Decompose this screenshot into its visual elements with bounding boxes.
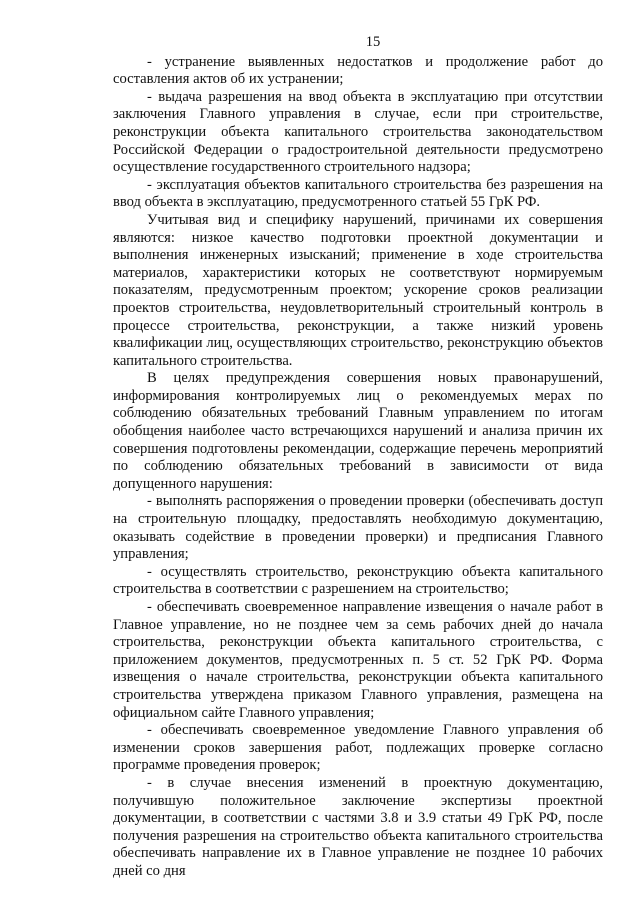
paragraph: - выполнять распоряжения о проведении проверки (обеспечивать доступ на строительную площадку, предоставлять необходимую документацию, оказывать содействие в проведении проверки) и предписания Главного управления;	[113, 493, 603, 563]
paragraph: - эксплуатация объектов капитального строительства без разрешения на ввод объекта в эксплуатацию, предусмотренного статьей 55 ГрК РФ.	[113, 176, 603, 211]
paragraph: - обеспечивать своевременное направление извещения о начале работ в Главное управление, но не позднее чем за семь рабочих дней до начала строительства, реконструкции объекта капитального строительства, с приложением документов, предусмотренных п. 5 ст. 52 ГрК РФ. Форма извещения о начале строительства, реконструкции объекта капитального строительства утверждена приказом Главного управления, размещена на официальном сайте Главного управления;	[113, 599, 603, 721]
paragraph: - выдача разрешения на ввод объекта в эксплуатацию при отсутствии заключения Главного управления в случае, если при строительстве, реконструкции объекта капитального строительства законодательством Российской Федерации о градостроительной деятельности предусмотрено осуществление государственного строительного надзора;	[113, 88, 603, 176]
page-number: 15	[365, 34, 381, 50]
document-page	[113, 34, 603, 881]
paragraph: Учитывая вид и специфику нарушений, причинами их совершения являются: низкое качество подготовки проектной документации и выполнения инженерных изысканий; применение в ходе строительства материалов, характеристики которых не соответствуют нормируемым показателям, предусмотренным проектом; ускорение сроков реализации проектов строительства, неудовлетворительный строительный контроль в процессе строительства, реконструкции, а также низкий уровень квалификации лиц, осуществляющих строительство, реконструкцию объектов капитального строительства.	[113, 211, 603, 369]
paragraph: - в случае внесения изменений в проектную документацию, получившую положительное заключение экспертизы проектной документации, в соответствии с частями 3.8 и 3.9 статьи 49 ГрК РФ, после получения разрешения на строительство объекта капитального строительства обеспечивать направление их в Главное управление не позднее 10 рабочих дней со дня	[113, 774, 603, 879]
paragraph: - устранение выявленных недостатков и продолжение работ до составления актов об их устранении;	[113, 53, 603, 88]
paragraph: - обеспечивать своевременное уведомление Главного управления об изменении сроков завершения работ, подлежащих проверке согласно программе проведения проверок;	[113, 722, 603, 774]
paragraph: В целях предупреждения совершения новых правонарушений, информирования контролируемых лиц о рекомендуемых мерах по соблюдению обязательных требований Главным управлением по итогам обобщения наиболее часто встречающихся нарушений и анализа причин их совершения подготовлены рекомендации, содержащие перечень мероприятий по соблюдению обязательных требований в зависимости от вида допущенного нарушения:	[113, 370, 603, 492]
paragraph: - осуществлять строительство, реконструкцию объекта капитального строительства в соответствии с разрешением на строительство;	[113, 563, 603, 598]
